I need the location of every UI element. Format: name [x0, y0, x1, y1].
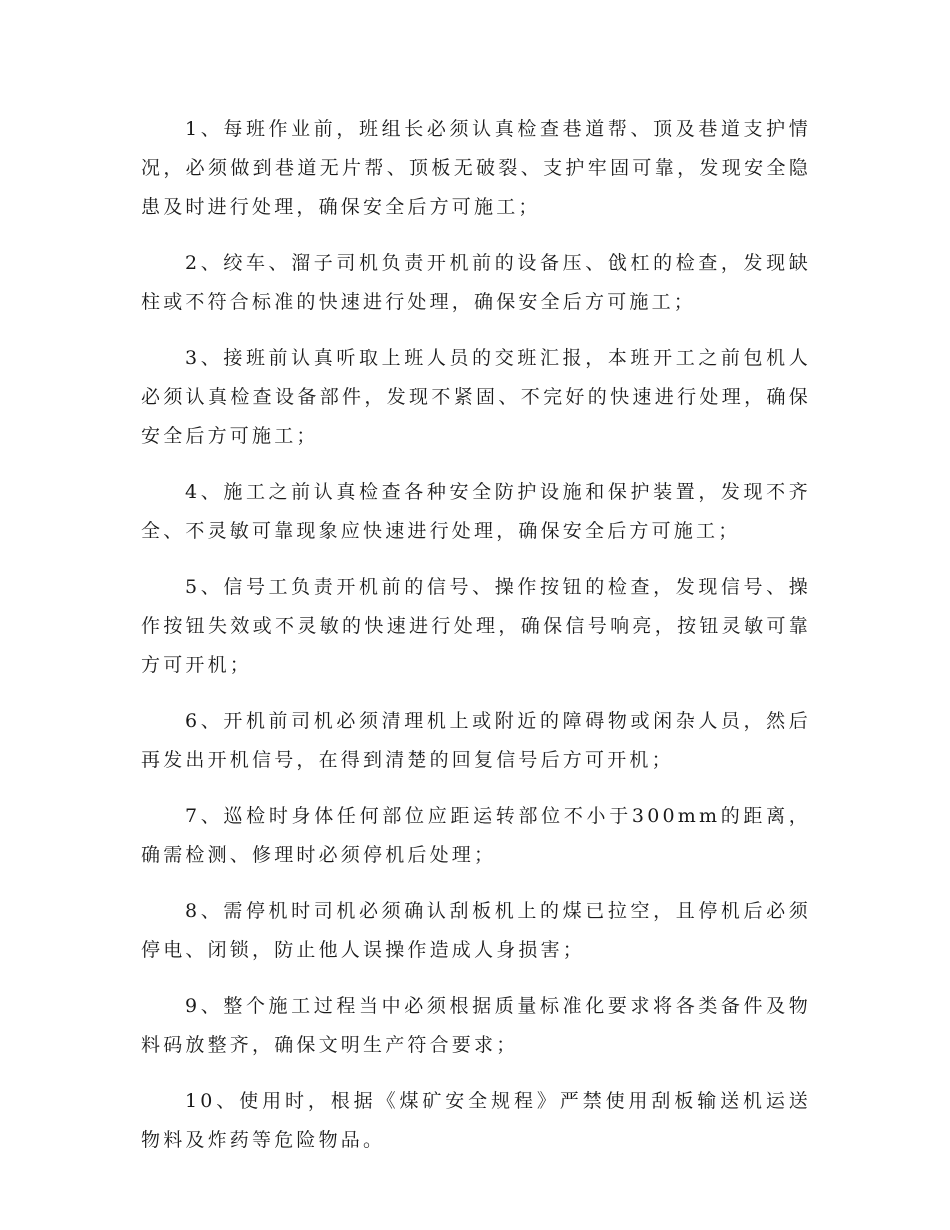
paragraph-2: 2、绞车、溜子司机负责开机前的设备压、戗杠的检查，发现缺柱或不符合标准的快速进行处理，确保安全后方可施工； — [141, 252, 811, 313]
paragraph-10: 10、使用时，根据《煤矿安全规程》严禁使用刮板输送机运送物料及炸药等危险物品。 — [141, 1090, 811, 1151]
paragraph-6: 6、开机前司机必须清理机上或附近的障碍物或闲杂人员，然后再发出开机信号，在得到清楚的回复信号后方可开机； — [141, 710, 811, 771]
paragraph-9: 9、整个施工过程当中必须根据质量标准化要求将各类备件及物料码放整齐，确保文明生产符合要求； — [141, 995, 811, 1056]
paragraph-3: 3、接班前认真听取上班人员的交班汇报，本班开工之前包机人必须认真检查设备部件，发现不紧固、不完好的快速进行处理，确保安全后方可施工； — [141, 347, 811, 447]
paragraph-4: 4、施工之前认真检查各种安全防护设施和保护装置，发现不齐全、不灵敏可靠现象应快速进行处理，确保安全后方可施工； — [141, 481, 811, 542]
paragraph-8: 8、需停机时司机必须确认刮板机上的煤已拉空，且停机后必须停电、闭锁，防止他人误操作造成人身损害； — [141, 900, 811, 961]
paragraph-7: 7、巡检时身体任何部位应距运转部位不小于300mm的距离，确需检测、修理时必须停机后处理； — [141, 805, 811, 866]
paragraph-1: 1、每班作业前，班组长必须认真检查巷道帮、顶及巷道支护情况，必须做到巷道无片帮、顶板无破裂、支护牢固可靠，发现安全隐患及时进行处理，确保安全后方可施工； — [141, 118, 811, 218]
document-body — [141, 110, 811, 1177]
paragraph-5: 5、信号工负责开机前的信号、操作按钮的检查，发现信号、操作按钮失效或不灵敏的快速进行处理，确保信号响亮，按钮灵敏可靠方可开机； — [141, 576, 811, 676]
